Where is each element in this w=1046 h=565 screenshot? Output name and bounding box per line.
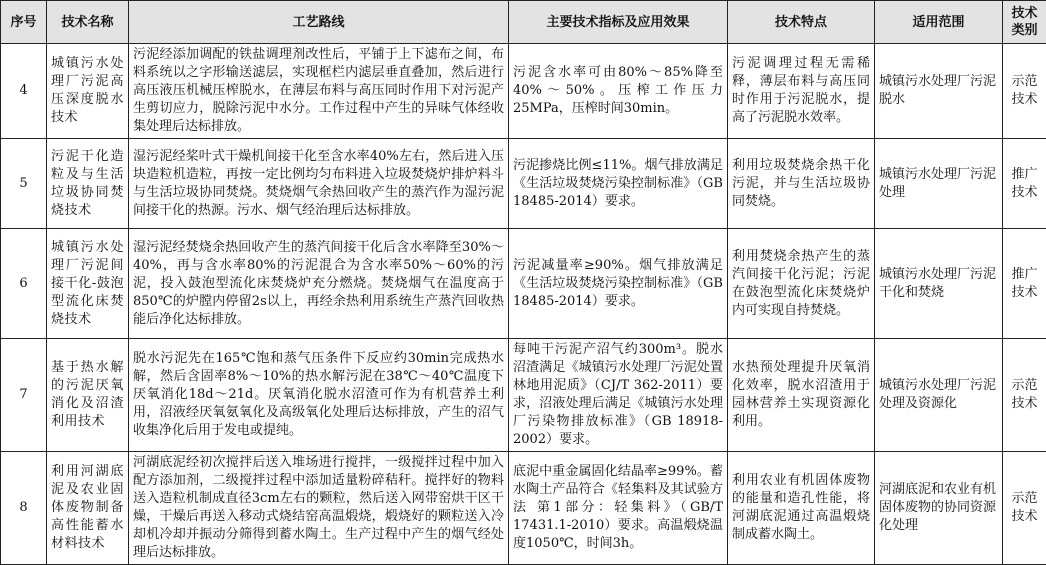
row-features: 利用农业有机固体废物的能量和造孔性能，将河湖底泥通过高温煅烧制成蓄水陶土。 — [728, 452, 875, 565]
row-scope: 城镇污水处理厂污泥处理 — [875, 139, 1003, 229]
table-row — [1, 339, 1046, 452]
row-tech-name: 城镇污水处理厂污泥间接干化-鼓泡型流化床焚烧技术 — [47, 229, 129, 339]
row-process: 河湖底泥经初次搅拌后送入堆场进行搅拌，一级搅拌过程中加入配方添加剂，二级搅拌过程中添加适量粉碎秸秆。搅拌好的物料送入造粒机制成直径3cm左右的颗粒，然后送入网带窑烘干区干燥，干燥后再送入移动式烧结窑高温煅烧，煅烧好的颗粒送入冷却机冷却并振动分筛得到蓄水陶土。生产过程中产生的烟气经处理后达标排放。 — [129, 452, 509, 565]
row-index: 5 — [1, 139, 47, 229]
header-metrics: 主要技术指标及应用效果 — [509, 1, 728, 44]
row-index: 4 — [1, 44, 47, 139]
table-row — [1, 44, 1046, 139]
row-metrics: 污泥含水率可由80%～85%降至40%～50%。压榨工作压力25MPa，压榨时间30min。 — [509, 44, 728, 139]
row-scope: 城镇污水处理厂污泥处理及资源化 — [875, 339, 1003, 452]
row-index: 8 — [1, 452, 47, 565]
row-scope: 河湖底泥和农业有机固体废物的协同资源化处理 — [875, 452, 1003, 565]
table-row — [1, 452, 1046, 565]
row-category: 推广技术 — [1003, 229, 1046, 339]
header-scope: 适用范围 — [875, 1, 1003, 44]
row-index: 7 — [1, 339, 47, 452]
header-row — [1, 1, 1046, 44]
table-row — [1, 139, 1046, 229]
table-row — [1, 229, 1046, 339]
row-category: 推广技术 — [1003, 139, 1046, 229]
row-category: 示范技术 — [1003, 44, 1046, 139]
row-process: 污泥经添加调配的铁盐调理剂改性后，平铺于上下滤布之间，布料系统以之字形输送滤层，实现框栏内滤层垂直叠加，然后进行高压液压机械压榨脱水，在薄层布料与高压同时作用下对污泥产生剪切应力，脱除污泥中水分。工作过程中产生的异味气体经收集处理后达标排放。 — [129, 44, 509, 139]
header-process: 工艺路线 — [129, 1, 509, 44]
row-metrics: 污泥减量率≥90%。烟气排放满足《生活垃圾焚烧污染控制标准》（GB 18485-2014）要求。 — [509, 229, 728, 339]
header-features: 技术特点 — [728, 1, 875, 44]
row-tech-name: 利用河湖底泥及农业固体废物制备高性能蓄水材料技术 — [47, 452, 129, 565]
row-tech-name: 城镇污水处理厂污泥高压深度脱水技术 — [47, 44, 129, 139]
row-metrics: 污泥掺烧比例≤11%。烟气排放满足《生活垃圾焚烧污染控制标准》（GB 18485-2014）要求。 — [509, 139, 728, 229]
row-category: 示范技术 — [1003, 452, 1046, 565]
row-features: 利用焚烧余热产生的蒸汽间接干化污泥；污泥在鼓泡型流化床焚烧炉内可实现自持焚烧。 — [728, 229, 875, 339]
header-category: 技术类别 — [1003, 1, 1046, 44]
row-index: 6 — [1, 229, 47, 339]
row-features: 利用垃圾焚烧余热干化污泥，并与生活垃圾协同焚烧。 — [728, 139, 875, 229]
row-process: 脱水污泥先在165℃饱和蒸气压条件下反应约30min完成热水解，然后含固率8%～10%的热水解污泥在38℃～40℃温度下厌氧消化18d～21d。厌氧消化脱水沼渣可作为有机营养土利用，沼液经厌氧氨氧化及高级氧化处理后达标排放，产生的沼气收集净化后用于发电或提纯。 — [129, 339, 509, 452]
header-name: 技术名称 — [47, 1, 129, 44]
row-scope: 城镇污水处理厂污泥脱水 — [875, 44, 1003, 139]
row-metrics: 底泥中重金属固化结晶率≥99%。蓄水陶土产品符合《轻集料及其试验方法 第1部分：轻集料》（GB/T 17431.1-2010）要求。高温煅烧温度1050℃，时间3h。 — [509, 452, 728, 565]
row-category: 示范技术 — [1003, 339, 1046, 452]
row-features: 污泥调理过程无需稀释，薄层布料与高压同时作用于污泥脱水，提高了污泥脱水效率。 — [728, 44, 875, 139]
row-process: 湿污泥经焚烧余热回收产生的蒸汽间接干化后含水率降至30%～40%，再与含水率80%的污泥混合为含水率50%～60%的污泥，投入鼓泡型流化床焚烧炉充分燃烧。焚烧烟气在温度高于850℃的炉膛内停留2s以上，再经余热利用系统生产蒸汽回收热能后净化达标排放。 — [129, 229, 509, 339]
row-features: 水热预处理提升厌氧消化效率，脱水沼渣用于园林营养土实现资源化利用。 — [728, 339, 875, 452]
row-process: 湿污泥经桨叶式干燥机间接干化至含水率40%左右，然后进入压块造粒机造粒，再按一定比例均匀布料进入垃圾焚烧炉排炉料斗与生活垃圾协同焚烧。焚烧烟气余热回收产生的蒸汽作为湿污泥间接干化的热源。污水、烟气经治理后达标排放。 — [129, 139, 509, 229]
row-tech-name: 污泥干化造粒及与生活垃圾协同焚烧技术 — [47, 139, 129, 229]
row-metrics: 每吨干污泥产沼气约300m³。脱水沼渣满足《城镇污水处理厂污泥处置 林地用泥质》（CJ/T 362-2011）要求，沼液处理后满足《城镇污水处理厂污染物排放标准》（GB 18918-2002）要求。 — [509, 339, 728, 452]
row-scope: 城镇污水处理厂污泥干化和焚烧 — [875, 229, 1003, 339]
header-index: 序号 — [1, 1, 47, 44]
row-tech-name: 基于热水解的污泥厌氧消化及沼渣利用技术 — [47, 339, 129, 452]
